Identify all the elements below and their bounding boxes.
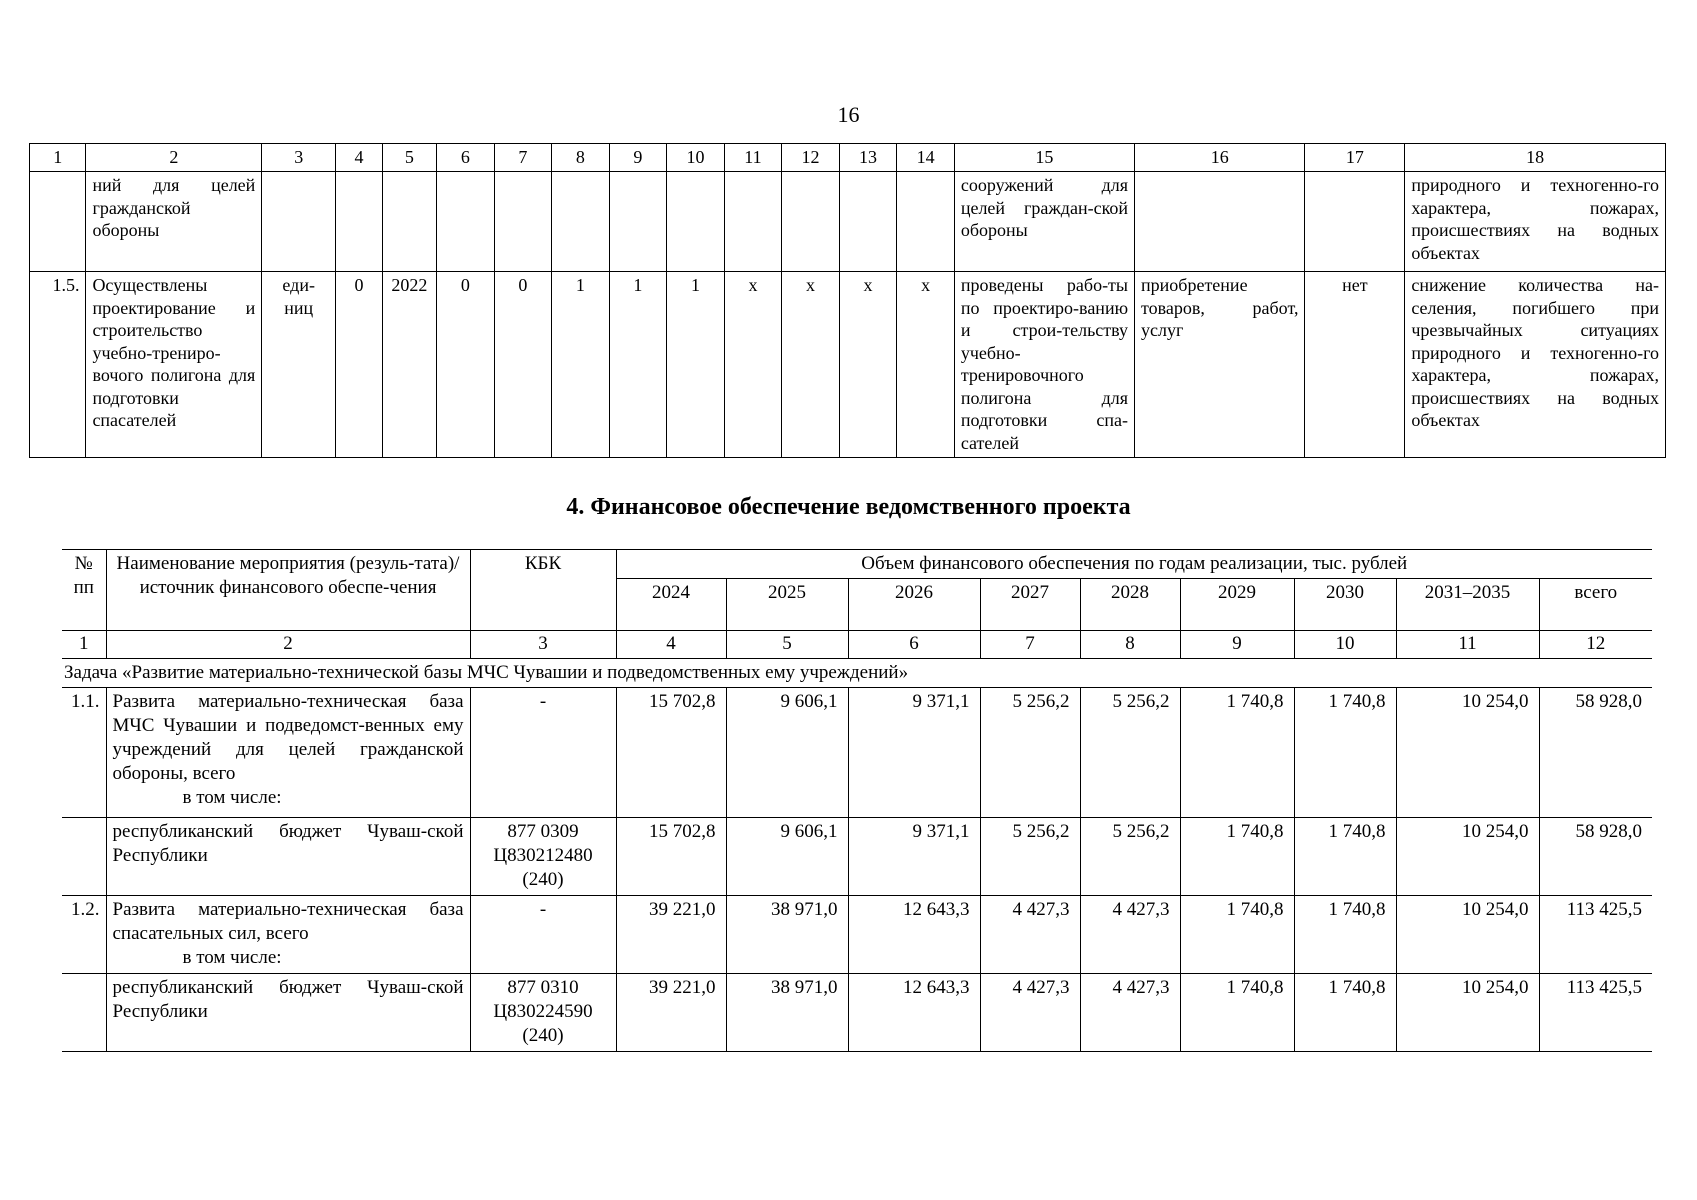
value-cell: 1 740,8: [1294, 818, 1396, 896]
col-num: 14: [897, 144, 955, 172]
col-num: 9: [1180, 631, 1294, 659]
cell: снижение количества на-селения, погибшего при чрезвычайных ситуациях природного и техногенно-го характера, пожарах, происшествиях на водных объектах: [1405, 272, 1666, 458]
cell: [336, 172, 383, 272]
value-cell: 58 928,0: [1539, 818, 1652, 896]
value-cell: 38 971,0: [726, 974, 848, 1052]
cell: 1: [609, 272, 667, 458]
cell: [1135, 172, 1305, 272]
table-row: [62, 818, 1652, 896]
cell: проведены рабо-ты по проектиро-ванию и строи-тельству учебно-тренировочного полигона для подготовки спа-сателей: [954, 272, 1134, 458]
col-num: 2: [106, 631, 470, 659]
cell: [494, 172, 552, 272]
column-number-row: [30, 144, 1666, 172]
row-number: 1.2.: [62, 896, 106, 974]
col-num: 6: [848, 631, 980, 659]
cell: [552, 172, 610, 272]
table-row: [30, 272, 1666, 458]
value-cell: 10 254,0: [1396, 896, 1539, 974]
col-num: 18: [1405, 144, 1666, 172]
cell: Осуществлены проектирование и строительство учебно-трениро-вочого полигона для подготовки спасателей: [86, 272, 262, 458]
value-cell: 38 971,0: [726, 896, 848, 974]
value-cell: 12 643,3: [848, 896, 980, 974]
col-num: 13: [839, 144, 897, 172]
cell: [1305, 172, 1405, 272]
row-number: [62, 818, 106, 896]
header-kbk: КБК: [470, 550, 616, 631]
table-row: [62, 974, 1652, 1052]
table-row: [30, 172, 1666, 272]
col-num: 9: [609, 144, 667, 172]
header-year: 2025: [726, 579, 848, 631]
header-year: 2027: [980, 579, 1080, 631]
row-name: республиканский бюджет Чуваш-ской Республики: [106, 818, 470, 896]
value-cell: 1 740,8: [1180, 688, 1294, 818]
cell: [30, 172, 86, 272]
cell: [262, 172, 336, 272]
col-num: 16: [1135, 144, 1305, 172]
value-cell: 10 254,0: [1396, 974, 1539, 1052]
row-number: [62, 974, 106, 1052]
page-number: 16: [837, 102, 860, 127]
value-cell: 1 740,8: [1180, 974, 1294, 1052]
col-num: 1: [30, 144, 86, 172]
value-cell: 15 702,8: [616, 818, 726, 896]
task-row: [62, 659, 1652, 688]
col-num: 8: [552, 144, 610, 172]
value-cell: 4 427,3: [1080, 974, 1180, 1052]
cell: [667, 172, 725, 272]
row-kbk: -: [470, 688, 616, 818]
header-year: 2029: [1180, 579, 1294, 631]
cell: х: [839, 272, 897, 458]
col-num: 11: [724, 144, 782, 172]
row-number: 1.1.: [62, 688, 106, 818]
col-num: 4: [336, 144, 383, 172]
cell: [782, 172, 840, 272]
value-cell: 15 702,8: [616, 688, 726, 818]
row-name: [106, 896, 470, 974]
row-kbk: 877 0309 Ц830212480 (240): [470, 818, 616, 896]
col-num: 8: [1080, 631, 1180, 659]
value-cell: 113 425,5: [1539, 974, 1652, 1052]
value-cell: 9 371,1: [848, 688, 980, 818]
col-num: 2: [86, 144, 262, 172]
header-year: всего: [1539, 579, 1652, 631]
value-cell: 4 427,3: [980, 896, 1080, 974]
value-cell: 12 643,3: [848, 974, 980, 1052]
column-number-row: [62, 631, 1652, 659]
col-num: 3: [470, 631, 616, 659]
cell: ний для целей гражданской обороны: [86, 172, 262, 272]
header-row: [62, 550, 1652, 579]
header-year: 2024: [616, 579, 726, 631]
row-subtitle: в том числе:: [182, 787, 282, 808]
row-name: [106, 688, 470, 818]
cell: сооружений для целей граждан-ской обороны: [954, 172, 1134, 272]
row-kbk: -: [470, 896, 616, 974]
value-cell: 5 256,2: [1080, 688, 1180, 818]
cell: 0: [437, 272, 495, 458]
header-num: № пп: [62, 550, 106, 631]
header-year: 2028: [1080, 579, 1180, 631]
value-cell: 1 740,8: [1294, 896, 1396, 974]
cell: 1: [552, 272, 610, 458]
col-num: 6: [437, 144, 495, 172]
value-cell: 113 425,5: [1539, 896, 1652, 974]
cell: [839, 172, 897, 272]
value-cell: 10 254,0: [1396, 688, 1539, 818]
cell: [382, 172, 436, 272]
value-cell: 4 427,3: [1080, 896, 1180, 974]
value-cell: 9 371,1: [848, 818, 980, 896]
cell: х: [782, 272, 840, 458]
value-cell: 1 740,8: [1180, 818, 1294, 896]
col-num: 15: [954, 144, 1134, 172]
cell: [897, 172, 955, 272]
value-cell: 5 256,2: [980, 688, 1080, 818]
cell: х: [724, 272, 782, 458]
col-num: 5: [726, 631, 848, 659]
header-year: 2026: [848, 579, 980, 631]
value-cell: 9 606,1: [726, 818, 848, 896]
col-num: 7: [494, 144, 552, 172]
results-table-continuation: [29, 143, 1666, 458]
row-kbk: 877 0310 Ц830224590 (240): [470, 974, 616, 1052]
cell: природного и техногенно-го характера, пожарах, происшествиях на водных объектах: [1405, 172, 1666, 272]
row-subtitle: в том числе:: [182, 947, 282, 968]
col-num: 11: [1396, 631, 1539, 659]
cell: [437, 172, 495, 272]
cell: х: [897, 272, 955, 458]
value-cell: 1 740,8: [1180, 896, 1294, 974]
col-num: 7: [980, 631, 1080, 659]
row-name-text: Развита материально-техническая база спасательных сил, всего: [112, 899, 464, 944]
col-num: 3: [262, 144, 336, 172]
value-cell: 5 256,2: [980, 818, 1080, 896]
value-cell: 1 740,8: [1294, 688, 1396, 818]
cell: 1: [667, 272, 725, 458]
cell: еди-ниц: [262, 272, 336, 458]
cell: 0: [494, 272, 552, 458]
col-num: 1: [62, 631, 106, 659]
cell: приобретение товаров, работ, услуг: [1135, 272, 1305, 458]
col-num: 10: [667, 144, 725, 172]
cell: 1.5.: [30, 272, 86, 458]
value-cell: 10 254,0: [1396, 818, 1539, 896]
table-row: [62, 896, 1652, 974]
col-num: 10: [1294, 631, 1396, 659]
header-year: 2030: [1294, 579, 1396, 631]
cell: 0: [336, 272, 383, 458]
col-num: 12: [1539, 631, 1652, 659]
value-cell: 4 427,3: [980, 974, 1080, 1052]
cell: [724, 172, 782, 272]
section-title: 4. Финансовое обеспечение ведомственного проекта: [566, 494, 1131, 520]
col-num: 17: [1305, 144, 1405, 172]
row-name: республиканский бюджет Чуваш-ской Республики: [106, 974, 470, 1052]
cell: нет: [1305, 272, 1405, 458]
cell: [609, 172, 667, 272]
financing-table: [62, 549, 1652, 1052]
col-num: 5: [382, 144, 436, 172]
value-cell: 39 221,0: [616, 974, 726, 1052]
header-volume: Объем финансового обеспечения по годам реализации, тыс. рублей: [616, 550, 1652, 579]
value-cell: 5 256,2: [1080, 818, 1180, 896]
value-cell: 39 221,0: [616, 896, 726, 974]
value-cell: 9 606,1: [726, 688, 848, 818]
col-num: 12: [782, 144, 840, 172]
cell: 2022: [382, 272, 436, 458]
table-row: [62, 688, 1652, 818]
task-label: Задача «Развитие материально-технической базы МЧС Чувашии и подведомственных ему учреждений»: [62, 659, 1652, 688]
header-year: 2031–2035: [1396, 579, 1539, 631]
header-name: Наименование мероприятия (резуль-тата)/источник финансового обеспе-чения: [106, 550, 470, 631]
value-cell: 1 740,8: [1294, 974, 1396, 1052]
value-cell: 58 928,0: [1539, 688, 1652, 818]
col-num: 4: [616, 631, 726, 659]
row-name-text: Развита материально-техническая база МЧС Чувашии и подведомст-венных ему учреждений для целей гражданской обороны, всего: [112, 691, 464, 784]
